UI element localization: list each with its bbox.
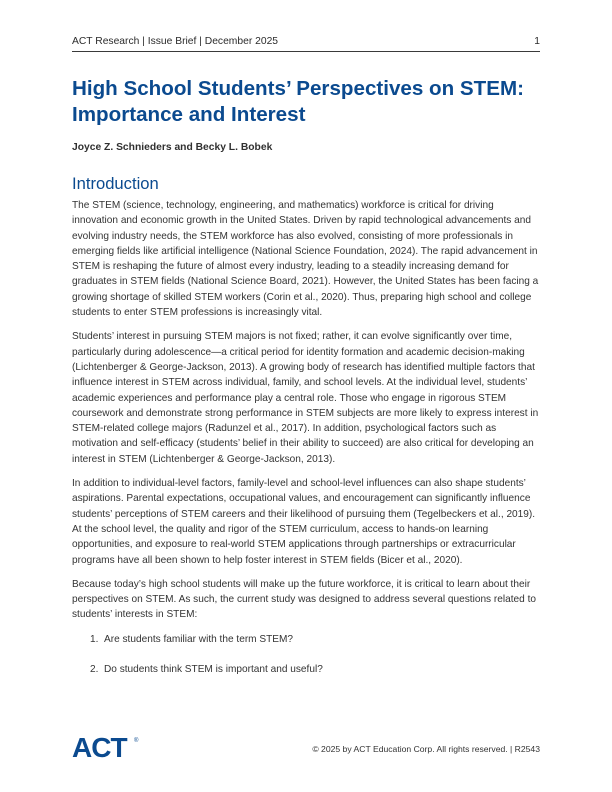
logo-registered-mark: ® [134, 738, 139, 744]
section-heading: Introduction [72, 174, 159, 193]
header-text: ACT Research | Issue Brief | December 2025 [72, 36, 279, 47]
header-divider [72, 51, 540, 52]
list-item [72, 632, 540, 647]
logo-text: ACT [72, 734, 127, 760]
list-item-number: 1. [90, 633, 99, 645]
authors: Joyce Z. Schnieders and Becky L. Bobek [72, 142, 273, 153]
list-item-text: Are students familiar with the term STEM? [104, 633, 294, 645]
list-item-text: Do students think STEM is important and useful? [104, 664, 323, 676]
research-questions-list [72, 632, 540, 678]
page-number: 1 [534, 36, 540, 47]
body-text [72, 198, 540, 692]
paragraph: Because today’s high school students will make up the future workforce, it is critical to learn about their perspectives on STEM. As such, the current study was designed to address several questions related to students’ interests in STEM: [72, 578, 536, 621]
paragraph: Students’ interest in pursuing STEM majors is not fixed; rather, it can evolve significantly over time, particularly during adolescence—a critical period for identity formation and academic decision-making (Lichtenberger & George-Jackson, 2013). A growing body of research has identified multiple factors that influence interest in STEM across individual, family, and school levels. At the individual level, students’ academic experiences and performance play a central role. Those who engage in rigorous STEM coursework and demonstrate strong performance in STEM subjects are more likely to express interest in STEM-related college majors (Radunzel et al., 2017). In addition, psychological factors such as motivation and self-efficacy (students’ belief in their ability to succeed) are also critical for developing an interest in STEM (Lichtenberger & George-Jackson, 2013). [72, 331, 539, 465]
list-item-number: 2. [90, 664, 99, 676]
list-item [72, 662, 540, 677]
paragraph: The STEM (science, technology, engineering, and mathematics) workforce is critical for driving innovation and economic growth in the United States. Driven by rapid technological advancements and evolving industry needs, the STEM workforce has also evolved, consisting of more professionals in emerging fields like artificial intelligence (National Science Foundation, 2024). The rapid advancement in STEM is reshaping the future of almost every industry, leading to a steadily increasing demand for graduates in STEM fields (National Science Board, 2021). However, the United States has been facing a growing shortage of skilled STEM workers (Corin et al., 2020). Thus, preparing high school and college students to enter STEM professions is increasingly vital. [72, 200, 539, 319]
copyright-notice: © 2025 by ACT Education Corp. All rights reserved. | R2543 [312, 744, 540, 754]
paragraph: In addition to individual-level factors, family-level and school-level influences can also shape students’ aspirations. Parental expectations, occupational values, and encouragement can significantly influence students’ perceptions of STEM careers and their likelihood of pursuing them (Tegelbeckers et al., 2019). At the school level, the quality and rigor of the STEM curriculum, access to hands-on learning opportunities, and exposure to real-world STEM applications through partnerships or extracurricular programs have all been shown to help foster interest in STEM fields (Bicer et al., 2020). [72, 478, 536, 566]
act-logo [72, 734, 172, 760]
document-title: High School Students’ Perspectives on STEM: Importance and Interest [72, 77, 524, 126]
